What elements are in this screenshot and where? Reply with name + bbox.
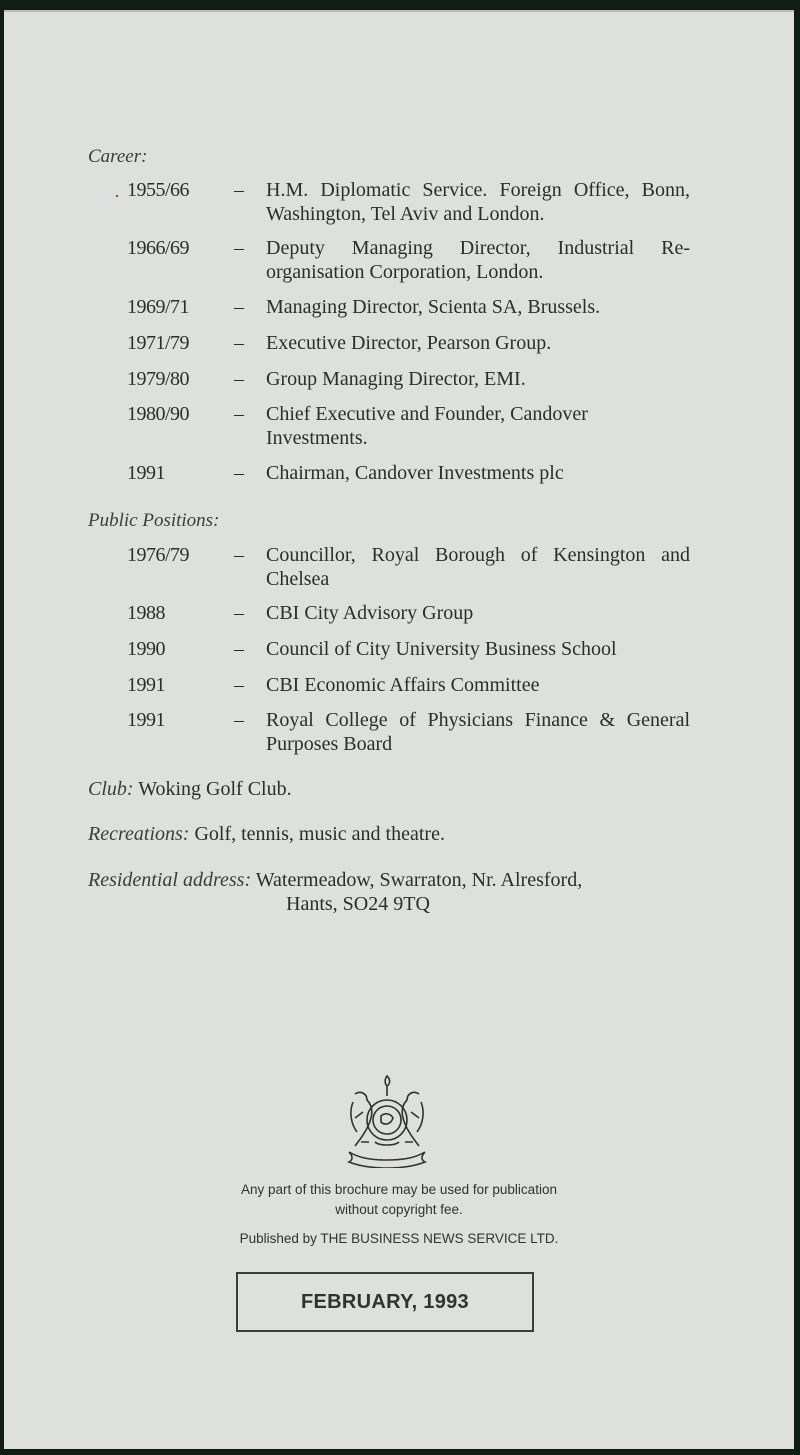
- club-line: [88, 777, 292, 801]
- club-value: Woking Golf Club.: [133, 778, 292, 800]
- copyright-notice-line1: Any part of this brochure may be used for publication: [241, 1182, 557, 1197]
- entry-years: 1955/66: [127, 179, 190, 201]
- entry-dash: –: [234, 544, 244, 566]
- entry-years: 1990: [127, 638, 165, 660]
- recreations-line: [88, 822, 445, 846]
- entry-years: 1976/79: [127, 544, 190, 566]
- publisher-line: Published by THE BUSINESS NEWS SERVICE LTD.: [239, 1231, 559, 1246]
- entry-description: Chairman, Candover Investments plc: [266, 462, 564, 484]
- recreations-label: Recreations:: [88, 823, 190, 845]
- entry-description: Chief Executive and Founder, Candover Investments.: [266, 403, 588, 449]
- entry-description: Managing Director, Scienta SA, Brussels.: [266, 296, 601, 318]
- entry-description: Councillor, Royal Borough of Kensington and Chelsea: [266, 544, 690, 590]
- career-heading: Career:: [88, 146, 148, 167]
- entry-dash: –: [234, 638, 244, 660]
- address-line1: Watermeadow, Swarraton, Nr. Alresford,: [251, 869, 583, 891]
- entry-years: 1980/90: [127, 403, 190, 425]
- entry-years: 1969/71: [127, 296, 190, 318]
- entry-dash: –: [234, 368, 244, 390]
- entry-years: 1966/69: [127, 237, 190, 259]
- entry-description: Royal College of Physicians Finance & General Purposes Board: [266, 709, 690, 755]
- entry-dash: –: [234, 237, 244, 259]
- entry-description: Council of City University Business School: [266, 638, 617, 660]
- entry-years: 1991: [127, 709, 165, 731]
- entry-description: Deputy Managing Director, Industrial Re-organisation Corporation, London.: [266, 237, 690, 283]
- entry-dash: –: [234, 674, 244, 696]
- publication-date-box: [236, 1272, 534, 1332]
- address-line: [88, 868, 582, 892]
- entry-years: 1988: [127, 602, 165, 624]
- copyright-notice-line2: without copyright fee.: [335, 1202, 463, 1217]
- entry-years: 1979/80: [127, 368, 190, 390]
- address-label: Residential address:: [88, 869, 252, 891]
- recreations-value: Golf, tennis, music and theatre.: [189, 823, 445, 845]
- print-speck: [116, 195, 118, 197]
- club-label: Club:: [88, 778, 134, 800]
- entry-description: CBI City Advisory Group: [266, 602, 474, 624]
- entry-years: 1971/79: [127, 332, 190, 354]
- brochure-page: [4, 10, 794, 1449]
- coat-of-arms-icon: [337, 1072, 437, 1168]
- entry-dash: –: [234, 462, 244, 484]
- entry-description: H.M. Diplomatic Service. Foreign Office, Bonn, Washington, Tel Aviv and London.: [266, 179, 690, 225]
- entry-description: CBI Economic Affairs Committee: [266, 674, 540, 696]
- entry-dash: –: [234, 179, 244, 201]
- entry-dash: –: [234, 296, 244, 318]
- entry-years: 1991: [127, 462, 165, 484]
- entry-dash: –: [234, 709, 244, 731]
- entry-years: 1991: [127, 674, 165, 696]
- entry-description: Executive Director, Pearson Group.: [266, 332, 552, 354]
- entry-dash: –: [234, 602, 244, 624]
- entry-description: Group Managing Director, EMI.: [266, 368, 526, 390]
- public-positions-heading: Public Positions:: [88, 510, 220, 531]
- publication-date: FEBRUARY, 1993: [301, 1290, 469, 1313]
- entry-dash: –: [234, 403, 244, 425]
- address-line2: Hants, SO24 9TQ: [286, 893, 430, 915]
- entry-dash: –: [234, 332, 244, 354]
